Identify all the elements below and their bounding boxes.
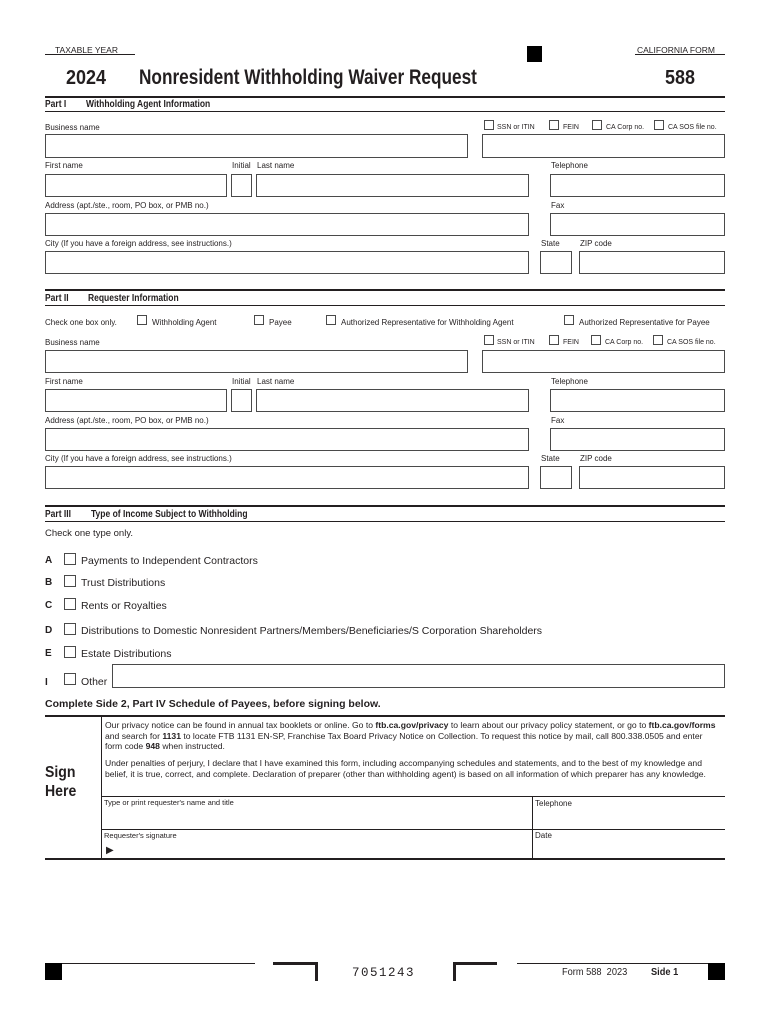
form-side-label: Form 588 2023 xyxy=(562,966,628,978)
part2-top-rule xyxy=(45,289,725,291)
registration-mark-bottom-right xyxy=(708,963,725,980)
sign-telephone-field[interactable] xyxy=(535,808,723,828)
part3-label: Part III xyxy=(45,509,71,520)
california-form-label: CALIFORNIA FORM xyxy=(637,45,715,55)
sign-signature-top-rule xyxy=(101,829,725,830)
p2-ssn-checkbox[interactable] xyxy=(484,335,494,345)
requester-name-label: Type or print requester's name and title xyxy=(104,798,234,807)
perjury-declaration: Under penalties of perjury, I declare that I have examined this form, including accompanying schedules and statements, and to the best of my knowledge and belief, it is true, correct, and complete. Declaration of preparer (other than withholding agent) is based on all information of which preparer has any knowledge. xyxy=(105,758,706,779)
p1-state-label: State xyxy=(541,239,560,248)
p2-payee-checkbox[interactable] xyxy=(254,315,264,325)
p2-auth-rep-payee-label: Authorized Representative for Payee xyxy=(579,318,710,327)
registration-mark-top xyxy=(527,46,542,62)
p3-letter-c: C xyxy=(45,600,53,611)
p2-fein-checkbox[interactable] xyxy=(549,335,559,345)
p2-id-number-field[interactable] xyxy=(482,350,725,373)
p2-fax-label: Fax xyxy=(551,416,565,425)
p1-first-name-label: First name xyxy=(45,161,83,170)
requester-signature-field[interactable] xyxy=(120,841,530,857)
p1-address-label: Address (apt./ste., room, PO box, or PMB no.) xyxy=(45,201,209,210)
part1-top-rule xyxy=(45,96,725,98)
p1-first-name-field[interactable] xyxy=(45,174,227,197)
p3-estate-checkbox[interactable] xyxy=(64,646,76,658)
form-title: Nonresident Withholding Waiver Request xyxy=(139,66,477,89)
p2-business-name-field[interactable] xyxy=(45,350,468,373)
p1-last-name-label: Last name xyxy=(257,161,295,170)
p2-initial-label: Initial xyxy=(232,377,251,386)
p1-sos-label: CA SOS file no. xyxy=(668,124,717,131)
p3-letter-a: A xyxy=(45,555,53,566)
p2-last-name-label: Last name xyxy=(257,377,295,386)
p2-sos-label: CA SOS file no. xyxy=(667,339,716,346)
p1-business-name-label: Business name xyxy=(45,123,100,132)
sign-bottom-rule xyxy=(45,858,725,860)
p2-telephone-label: Telephone xyxy=(551,377,588,386)
p2-auth-rep-payee-checkbox[interactable] xyxy=(564,315,574,325)
p1-address-field[interactable] xyxy=(45,213,529,236)
privacy-link[interactable]: ftb.ca.gov/privacy xyxy=(375,720,449,730)
p2-address-label: Address (apt./ste., room, PO box, or PMB no.) xyxy=(45,416,209,425)
p2-withholding-agent-label: Withholding Agent xyxy=(152,318,217,327)
p2-zip-label: ZIP code xyxy=(580,454,612,463)
p2-state-field[interactable] xyxy=(540,466,572,489)
p3-rents-label: Rents or Royalties xyxy=(81,600,167,612)
p2-business-name-label: Business name xyxy=(45,338,100,347)
p1-id-number-field[interactable] xyxy=(482,134,725,158)
privacy-notice: Our privacy notice can be found in annual tax booklets or online. Go to ftb.ca.gov/privacy to learn about our privacy policy statement, or go to ftb.ca.gov/forms and search for 1131 to locate FTB 1131 EN-SP, Franchise Tax Board Privacy Notice on Collection. To request this notice by mail, call 800.338.0505 and enter form code 948 when instructed. xyxy=(105,720,716,751)
footer-bracket-left-side xyxy=(315,962,318,981)
p1-city-field[interactable] xyxy=(45,251,529,274)
part2-label: Part II xyxy=(45,293,69,304)
sign-name-top-rule xyxy=(101,796,725,797)
p2-first-name-label: First name xyxy=(45,377,83,386)
footer-right-rule xyxy=(517,963,708,964)
part3-top-rule xyxy=(45,505,725,507)
p1-initial-label: Initial xyxy=(232,161,251,170)
p2-fein-label: FEIN xyxy=(563,339,579,346)
p1-sos-checkbox[interactable] xyxy=(654,120,664,130)
here-label: Here xyxy=(45,783,77,800)
p3-contractors-label: Payments to Independent Contractors xyxy=(81,555,258,567)
p2-fax-field[interactable] xyxy=(550,428,725,451)
footer-bracket-left-top xyxy=(273,962,317,965)
p3-other-label: Other xyxy=(81,676,108,688)
p1-city-label: City (If you have a foreign address, see instructions.) xyxy=(45,239,232,248)
part1-title-rule xyxy=(45,111,725,112)
p2-check-one-label: Check one box only. xyxy=(45,318,117,327)
p3-letter-e: E xyxy=(45,648,52,659)
p2-corp-label: CA Corp no. xyxy=(605,339,644,346)
p2-ssn-label: SSN or ITIN xyxy=(497,339,535,346)
p3-estate-label: Estate Distributions xyxy=(81,648,172,660)
p3-other-field[interactable] xyxy=(112,664,725,688)
p1-corp-label: CA Corp no. xyxy=(606,124,645,131)
p2-state-label: State xyxy=(541,454,560,463)
p2-auth-rep-agent-label: Authorized Representative for Withholding Agent xyxy=(341,318,514,327)
footer-bracket-right-top xyxy=(453,962,497,965)
p3-check-one-label: Check one type only. xyxy=(45,528,134,539)
p1-telephone-field[interactable] xyxy=(550,174,725,197)
p2-sos-checkbox[interactable] xyxy=(653,335,663,345)
p2-city-field[interactable] xyxy=(45,466,529,489)
sign-phone-divider xyxy=(532,796,533,859)
p1-fax-field[interactable] xyxy=(550,213,725,236)
p1-zip-label: ZIP code xyxy=(580,239,612,248)
p2-auth-rep-agent-checkbox[interactable] xyxy=(326,315,336,325)
p1-ssn-checkbox[interactable] xyxy=(484,120,494,130)
p2-withholding-agent-checkbox[interactable] xyxy=(137,315,147,325)
p2-city-label: City (If you have a foreign address, see instructions.) xyxy=(45,454,232,463)
p3-distributions-checkbox[interactable] xyxy=(64,623,76,635)
p2-address-field[interactable] xyxy=(45,428,529,451)
form-number: 588 xyxy=(665,67,696,89)
p1-ssn-label: SSN or ITIN xyxy=(497,124,535,131)
p3-letter-b: B xyxy=(45,577,53,588)
registration-mark-bottom-left xyxy=(45,963,62,980)
part1-label: Part I xyxy=(45,99,67,110)
p2-payee-label: Payee xyxy=(269,318,292,327)
p1-fein-label: FEIN xyxy=(563,124,579,131)
p1-business-name-field[interactable] xyxy=(45,134,468,158)
p3-letter-d: D xyxy=(45,625,53,636)
p3-contractors-checkbox[interactable] xyxy=(64,553,76,565)
p1-initial-field[interactable] xyxy=(231,174,252,197)
p1-last-name-field[interactable] xyxy=(256,174,529,197)
forms-link[interactable]: ftb.ca.gov/forms xyxy=(648,720,716,730)
tax-year: 2024 xyxy=(66,67,107,89)
p2-last-name-field[interactable] xyxy=(256,389,529,412)
p1-zip-field[interactable] xyxy=(579,251,725,274)
part1-title: Withholding Agent Information xyxy=(86,99,211,110)
p1-fein-checkbox[interactable] xyxy=(549,120,559,130)
sign-telephone-label: Telephone xyxy=(535,799,572,808)
sign-divider xyxy=(101,716,102,859)
requester-name-field[interactable] xyxy=(103,808,530,828)
barcode-number: 7051243 xyxy=(352,966,416,980)
p1-fax-label: Fax xyxy=(551,201,565,210)
signature-arrow-icon: ▶ xyxy=(106,845,114,856)
p3-other-checkbox[interactable] xyxy=(64,673,76,685)
part3-title: Type of Income Subject to Withholding xyxy=(91,509,248,520)
side-number: Side 1 xyxy=(651,966,679,978)
p3-trust-checkbox[interactable] xyxy=(64,575,76,587)
p2-first-name-field[interactable] xyxy=(45,389,227,412)
part2-title: Requester Information xyxy=(88,293,179,304)
part3-title-rule xyxy=(45,521,725,522)
p3-trust-label: Trust Distributions xyxy=(81,577,166,589)
p1-telephone-label: Telephone xyxy=(551,161,588,170)
sign-date-field[interactable] xyxy=(535,841,723,857)
sign-label: Sign xyxy=(45,764,76,781)
footer-left-rule xyxy=(62,963,255,964)
p3-rents-checkbox[interactable] xyxy=(64,598,76,610)
p3-letter-i: I xyxy=(45,677,48,688)
part2-title-rule xyxy=(45,305,725,306)
taxable-year-label: TAXABLE YEAR xyxy=(55,45,118,55)
sign-date-label: Date xyxy=(535,831,552,840)
footer-bracket-right-side xyxy=(453,962,456,981)
sign-instruction: Complete Side 2, Part IV Schedule of Payees, before signing below. xyxy=(45,698,381,710)
p2-zip-field[interactable] xyxy=(579,466,725,489)
p2-corp-checkbox[interactable] xyxy=(591,335,601,345)
p1-state-field[interactable] xyxy=(540,251,572,274)
sign-top-rule xyxy=(45,715,725,717)
p2-telephone-field[interactable] xyxy=(550,389,725,412)
p2-initial-field[interactable] xyxy=(231,389,252,412)
requester-signature-label: Requester's signature xyxy=(104,831,177,840)
p1-corp-checkbox[interactable] xyxy=(592,120,602,130)
p3-distributions-label: Distributions to Domestic Nonresident Partners/Members/Beneficiaries/S Corporation Shareholders xyxy=(81,625,543,637)
